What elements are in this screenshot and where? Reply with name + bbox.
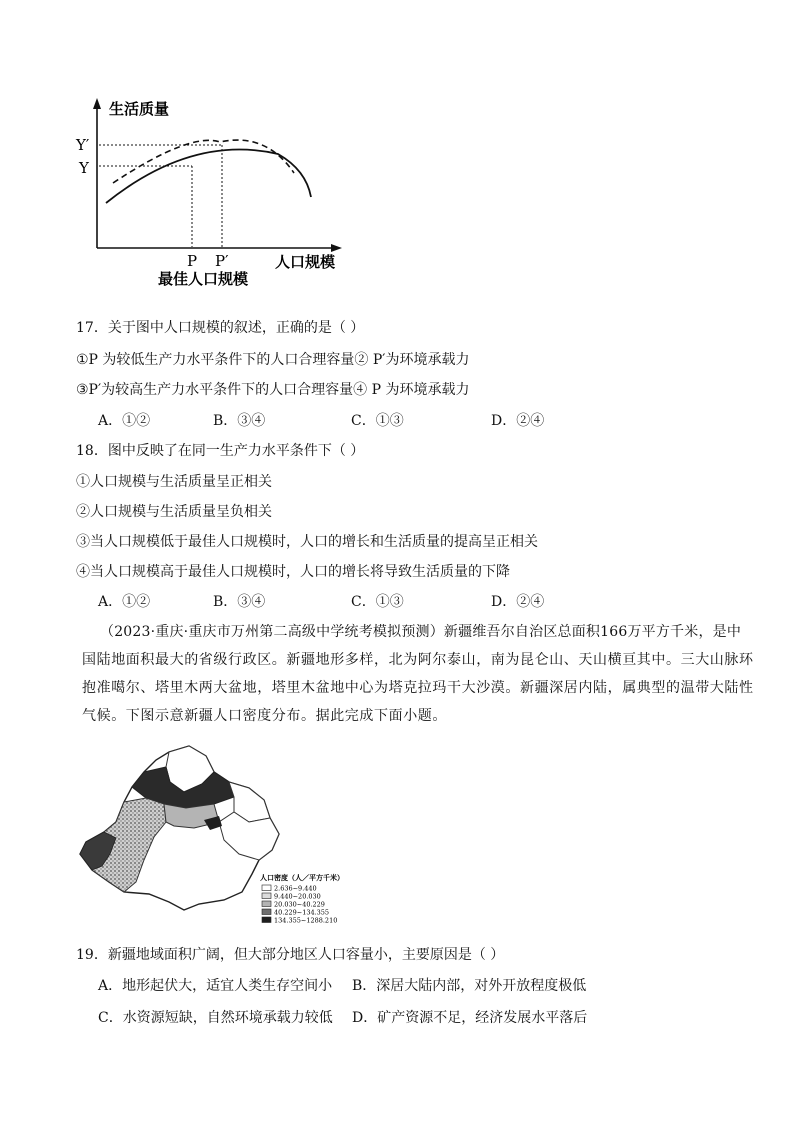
q17-line2: ③P′为较高生产力水平条件下的人口合理容量④ P 为环境承载力 [76,382,470,398]
q18-option-d[interactable]: D．②④ [491,594,545,610]
q19-option-d[interactable]: D．矿产资源不足，经济发展水平落后 [352,1010,588,1026]
tick-p: P [187,252,198,270]
legend-swatch-4 [262,909,271,915]
legend-title: 人口密度（人／平方千米） [260,873,344,882]
q18-option-a[interactable]: A．①② [98,594,151,610]
passage-line-3: 抱准噶尔、塔里木两大盆地，塔里木盆地中心为塔克拉玛干大沙漠。新疆深居内陆，属典型的温带大陆性 [82,680,754,696]
q19-stem: 19．新疆地域面积广阔，但大部分地区人口容量小，主要原因是（ ） [76,947,505,963]
legend-label-3: 20.030~40.229 [274,900,325,909]
q17-options [98,411,558,431]
passage-line-1: （2023·重庆·重庆市万州第二高级中学统考模拟预测）新疆维吾尔自治区总面积166万平方千米，是中 [100,624,742,640]
tick-p-prime: P′ [215,252,229,270]
legend-swatch-1 [262,885,271,891]
q19-option-c[interactable]: C．水资源短缺，自然环境承载力较低 [98,1010,333,1026]
q18-item-3: ③当人口规模低于最佳人口规模时，人口的增长和生活质量的提高呈正相关 [76,534,538,550]
x-axis-label: 人口规模 [275,253,336,271]
q18-item-1: ①人口规模与生活质量呈正相关 [76,474,272,490]
q17-line1: ①P 为较低生产力水平条件下的人口合理容量② P′为环境承载力 [76,352,470,368]
population-quality-chart [70,90,370,295]
tick-y: Y [79,159,89,177]
q17-option-b[interactable]: B．③④ [213,413,266,429]
y-axis-label: 生活质量 [109,100,170,118]
legend-label-1: 2.636~9.440 [274,884,317,893]
legend-label-5: 134.355~1288.210 [274,916,338,925]
passage [82,618,754,730]
curve-dashed [113,140,294,183]
q18-option-c[interactable]: C．①③ [351,594,404,610]
legend-swatch-3 [262,901,271,907]
legend-swatch-2 [262,893,271,899]
q18-stem: 18．图中反映了在同一生产力水平条件下（ ） [76,443,365,459]
q17-stem: 17．关于图中人口规模的叙述，正确的是（ ） [76,320,365,336]
legend-swatch-5 [262,917,271,923]
q17-option-d[interactable]: D．②④ [491,413,545,429]
legend-label-4: 40.229~134.355 [274,908,330,917]
passage-line-4: 气候。下图示意新疆人口密度分布。据此完成下面小题。 [82,708,447,724]
legend-label-2: 9.440~20.030 [274,892,321,901]
map-legend [260,873,344,925]
q19-option-a[interactable]: A．地形起伏大，适宜人类生存空间小 [98,978,333,994]
q18-item-2: ②人口规模与生活质量呈负相关 [76,504,272,520]
q18-option-b[interactable]: B．③④ [213,594,266,610]
figure-caption: 最佳人口规模 [158,270,249,288]
xinjiang-density-map [74,742,374,927]
q17-option-a[interactable]: A．①② [98,413,151,429]
q18-item-4: ④当人口规模高于最佳人口规模时，人口的增长将导致生活质量的下降 [76,564,510,580]
passage-line-2: 国陆地面积最大的省级行政区。新疆地形多样，北为阿尔泰山，南为昆仑山、天山横亘其中。三大山脉环 [82,652,754,668]
q17-option-c[interactable]: C．①③ [351,413,404,429]
tick-y-prime: Y′ [76,136,90,154]
q18-options [98,592,558,612]
q19-option-b[interactable]: B．深居大陆内部，对外开放程度极低 [352,978,587,994]
